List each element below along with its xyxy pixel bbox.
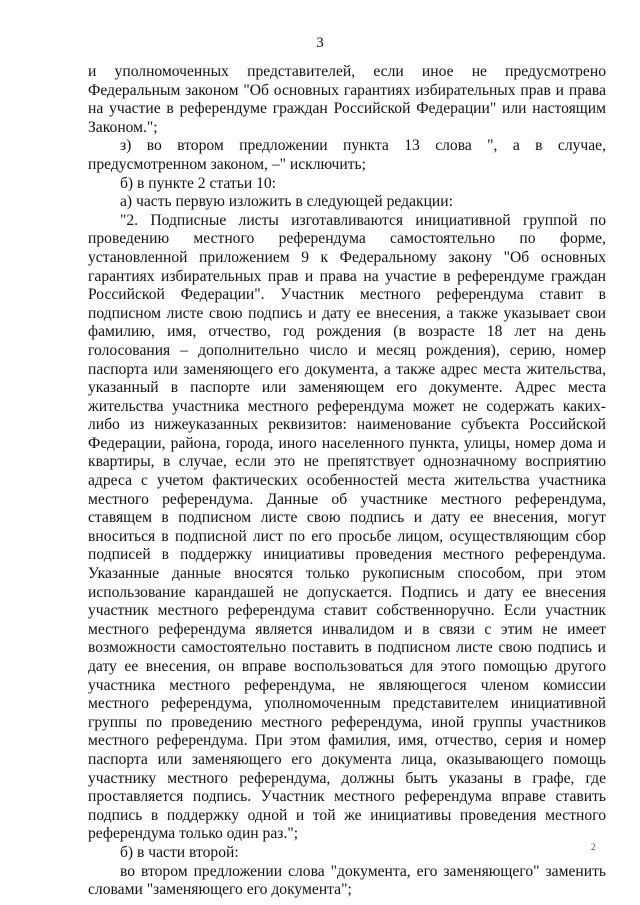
margin-mark: 2 — [591, 842, 596, 852]
document-body — [88, 63, 606, 900]
paragraph: и уполномоченных представителей, если иное не предусмотрено Федеральным законом "Об основных гарантиях избирательных прав и права на участие в референдуме граждан Российской Федерации" или настоящим Законом."; — [88, 63, 606, 136]
paragraph: во втором предложении слова "документа, его заменяющего" заменить словами "заменяющего его документа"; — [88, 862, 606, 899]
paragraph: з) во втором предложении пункта 13 слова ", а в случае, предусмотренном законом, –" исключить; — [88, 137, 606, 173]
paragraph: "2. Подписные листы изготавливаются инициативной группой по проведению местного референдума самостоятельно по форме, установленной приложением 9 к Федеральному закону "Об основных гарантиях избирательных прав и права на участие в референдуме граждан Российской Федерации". Участник местного референдума ставит в подписном листе свою подпись и дату ее внесения, а также указывает свои фамилию, имя, отчество, год рождения (в возрасте 18 лет на день голосования – дополнительно число и месяц рождения), серию, номер паспорта или заменяющего его документа, а также адрес места жительства, указанный в паспорте или заменяющем его документе. Адрес места жительства участника местного референдума может не содержать каких-либо из нижеуказанных реквизитов: наименование субъекта Российской Федерации, района, города, иного населенного пункта, улицы, номер дома и квартиры, в случае, если это не препятствует однозначному восприятию адреса с учетом фактических особенностей места жительства участника местного референдума. Данные об участнике местного референдума, ставящем в подписном листе свою подпись и дату ее внесения, могут вноситься в подписной лист по его просьбе лицом, осуществляющим сбор подписей в поддержку инициативы проведения местного референдума. Указанные данные вносятся только рукописным способом, при этом использование карандашей не допускается. Подпись и дату ее внесения участник местного референдума ставит собственноручно. Если участник местного референдума является инвалидом и в связи с этим не имеет возможности самостоятельно поставить в подписном листе свою подпись и дату ее внесения, он вправе воспользоваться для этого помощью другого участника местного референдума, не являющегося членом комиссии местного референдума, уполномоченным представителем инициативной группы по проведению местного референдума, иной группы участников местного референдума. При этом фамилия, имя, отчество, серия и номер паспорта или заменяющего его документа лица, оказывающего помощь участнику местного референдума, должны быть указаны в графе, где проставляется подпись. Участник местного референдума вправе ставить подпись в поддержку одной и той же инициативы проведения местного референдума только один раз."; — [88, 211, 606, 843]
paragraph: б) в части второй: — [120, 843, 239, 861]
paragraph: а) часть первую изложить в следующей редакции: — [120, 193, 453, 211]
paragraph: б) в пункте 2 статьи 10: — [120, 174, 277, 192]
page-number: 3 — [316, 35, 324, 51]
